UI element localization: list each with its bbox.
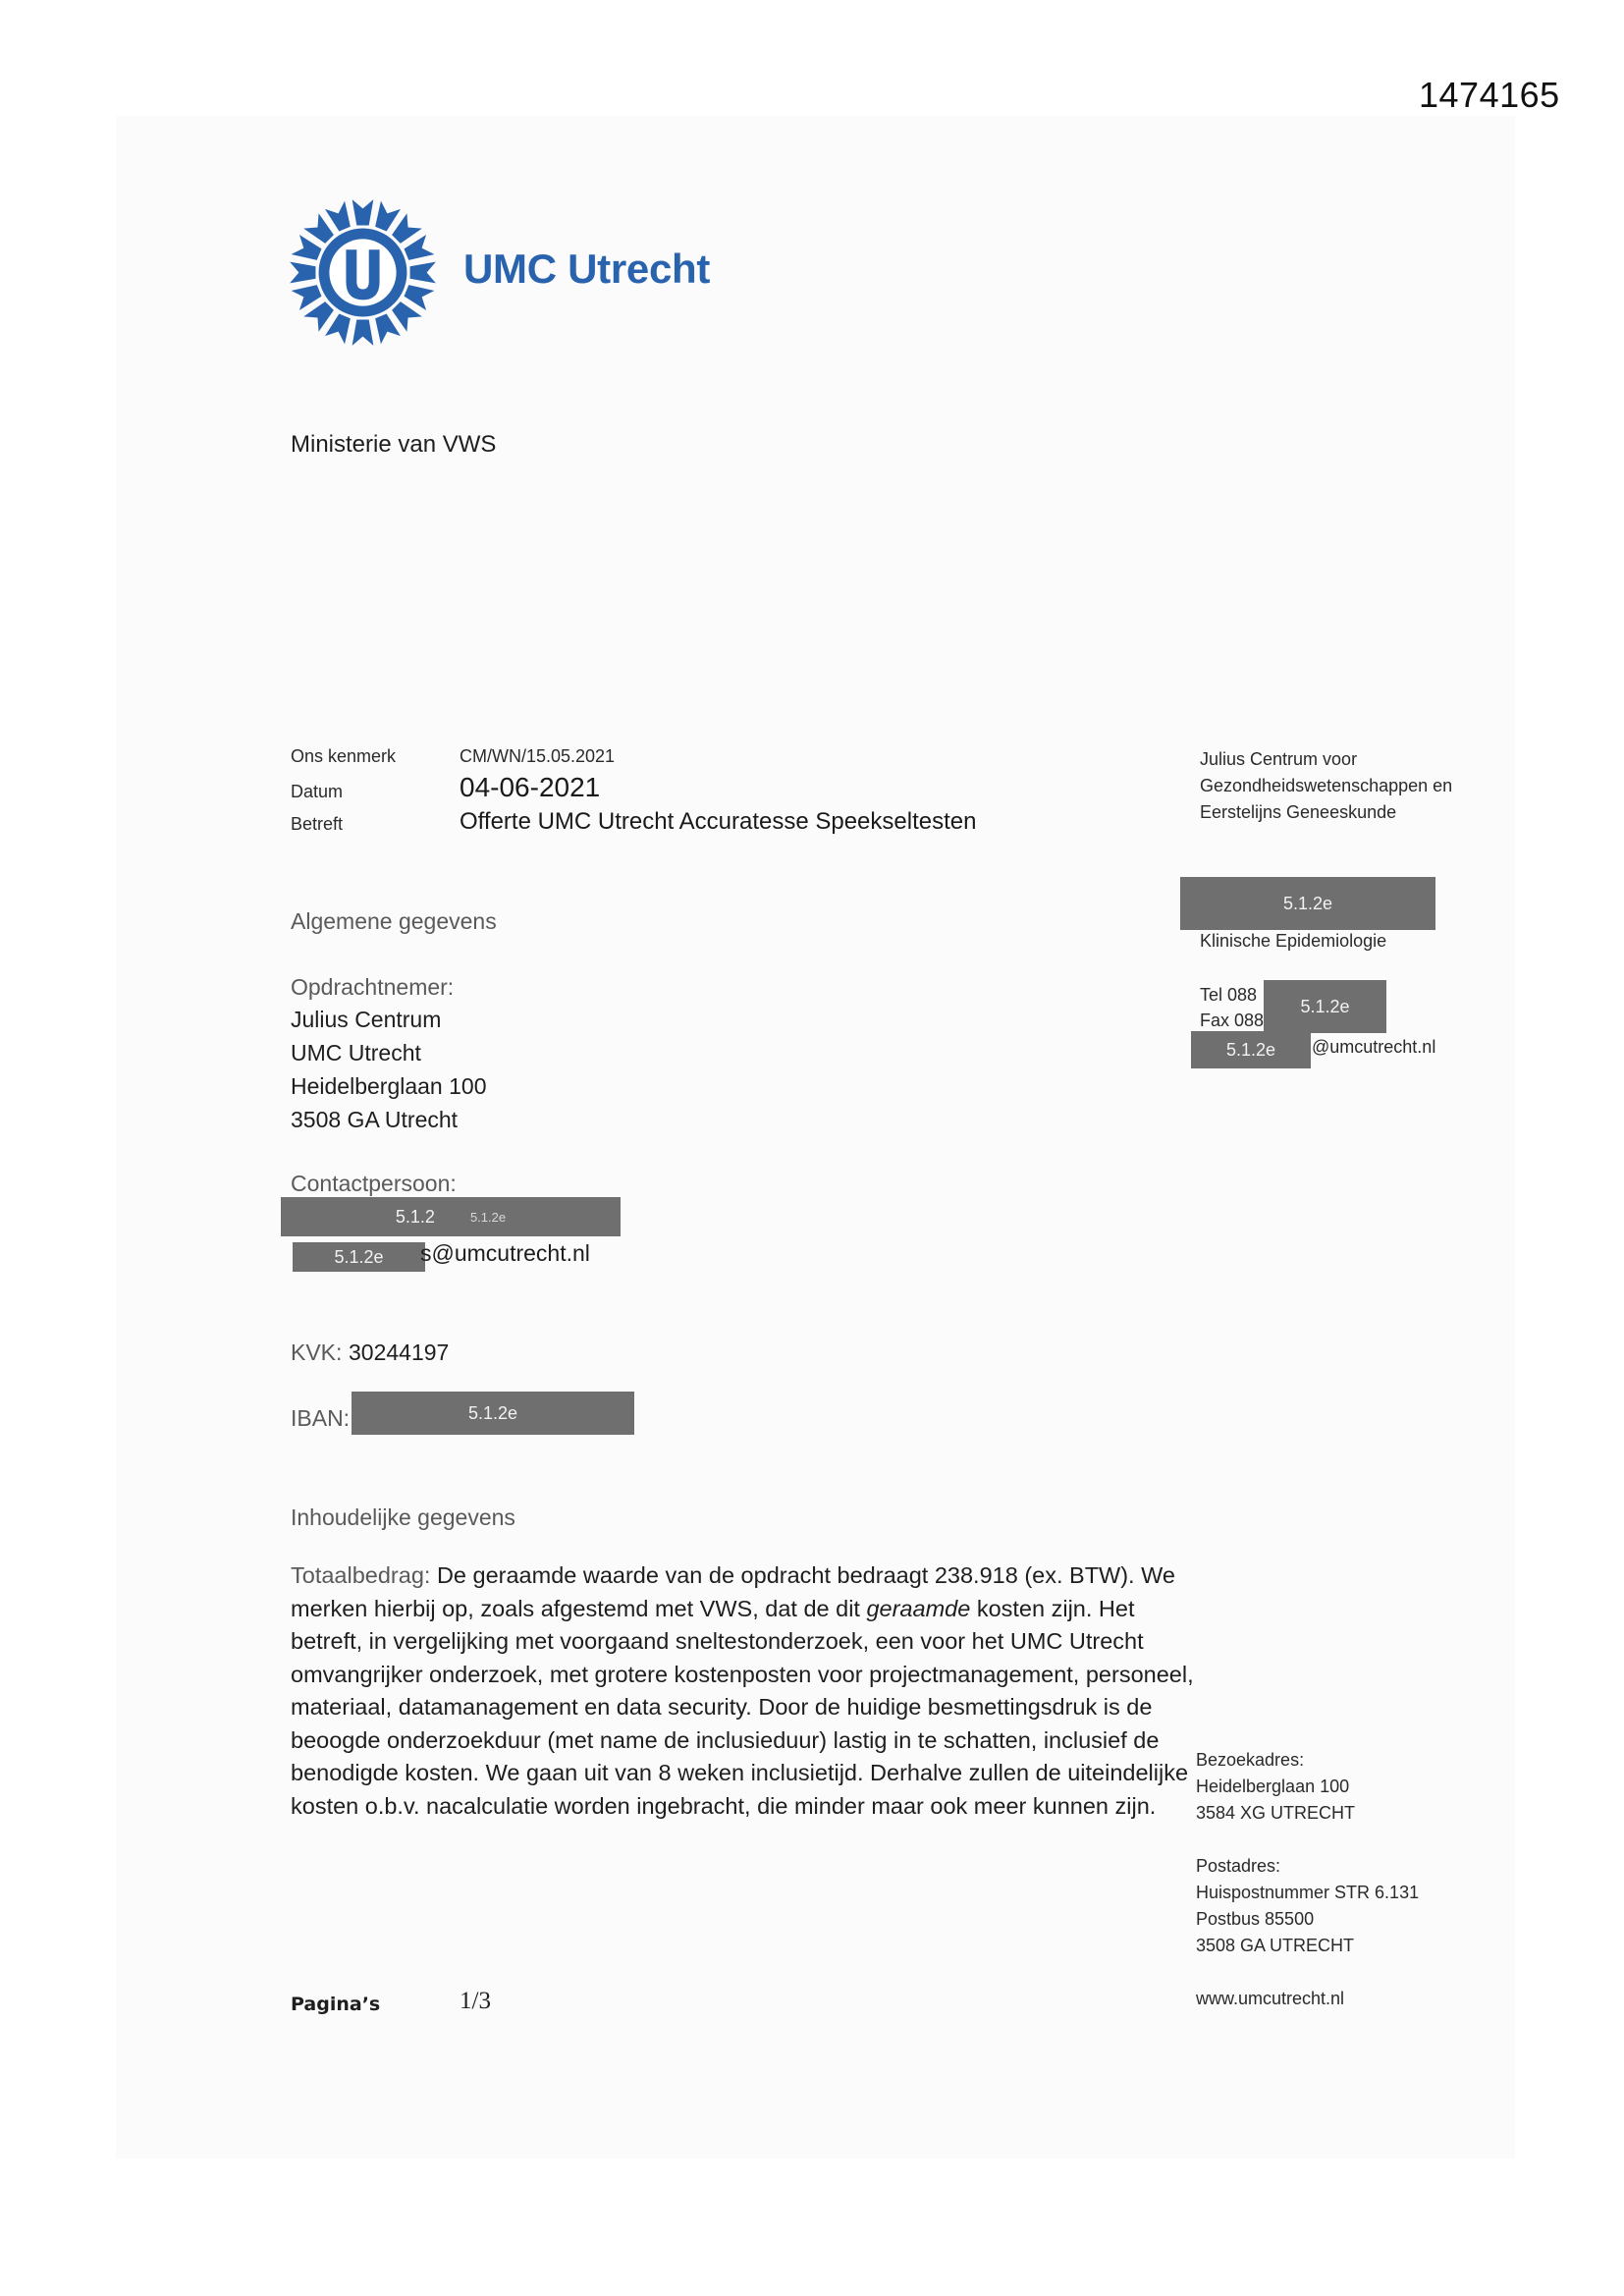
postadres-label: Postadres: <box>1196 1856 1281 1876</box>
bezoekadres-label: Bezoekadres: <box>1196 1750 1305 1770</box>
postadres-line-3: 3508 GA UTRECHT <box>1196 1936 1355 1955</box>
opdrachtnemer-line-3: Heidelberglaan 100 <box>291 1073 487 1099</box>
sidebar-email-suffix: @umcutrecht.nl <box>1312 1037 1436 1057</box>
sidebar-org-line-1: Julius Centrum voor <box>1200 749 1358 769</box>
opdrachtnemer-line-2: UMC Utrecht <box>291 1040 421 1066</box>
logo-wordmark: UMC Utrecht <box>463 246 711 292</box>
redaction-sidebar-phone: 5.1.2e <box>1264 980 1386 1033</box>
totaalbedrag-label: Totaalbedrag: <box>291 1562 431 1588</box>
datum-value: 04-06-2021 <box>460 772 601 802</box>
redaction-contact-name: 5.1.2 5.1.2e <box>281 1197 621 1236</box>
contactpersoon-label: Contactpersoon: <box>291 1171 457 1196</box>
sidebar-fax-label: Fax 088 <box>1200 1011 1265 1030</box>
pages-value: 1/3 <box>460 1988 491 2014</box>
redaction-iban: 5.1.2e <box>352 1392 634 1435</box>
addressee: Ministerie van VWS <box>291 431 497 458</box>
sidebar-org-line-2: Gezondheidswetenschappen en <box>1200 776 1453 795</box>
website-link[interactable]: www.umcutrecht.nl <box>1196 1989 1345 2008</box>
datum-label: Datum <box>291 782 344 801</box>
sidebar-org-line-3: Eerstelijns Geneeskunde <box>1200 802 1397 822</box>
opdrachtnemer-label: Opdrachtnemer: <box>291 974 455 1000</box>
ons-kenmerk-label: Ons kenmerk <box>291 746 397 766</box>
document-number: 1474165 <box>1419 75 1560 115</box>
postadres-line-2: Postbus 85500 <box>1196 1909 1315 1929</box>
opdrachtnemer-line-1: Julius Centrum <box>291 1007 442 1032</box>
bezoekadres-line-1: Heidelberglaan 100 <box>1196 1777 1350 1796</box>
kvk-label: KVK: <box>291 1339 343 1365</box>
redaction-contact-email: 5.1.2e <box>293 1242 425 1272</box>
contact-email-suffix: s@umcutrecht.nl <box>420 1240 590 1266</box>
umc-utrecht-logo-icon <box>287 196 439 349</box>
kvk-value: 30244197 <box>349 1339 450 1365</box>
sidebar-department: Klinische Epidemiologie <box>1200 931 1387 951</box>
page-sheet <box>116 116 1515 2159</box>
bezoekadres-line-2: 3584 XG UTRECHT <box>1196 1803 1356 1823</box>
betreft-label: Betreft <box>291 814 344 834</box>
totaalbedrag-emphasis: geraamde <box>866 1595 971 1621</box>
totaalbedrag-text-1: De geraamde waarde van de opdracht bedraagt 238.918 (ex. BTW). We merken hierbij op, zoals afgestemd met VWS, dat de dit <box>291 1562 1175 1621</box>
algemene-heading: Algemene gegevens <box>291 908 497 934</box>
inhoudelijke-heading: Inhoudelijke gegevens <box>291 1504 515 1530</box>
ons-kenmerk-value: CM/WN/15.05.2021 <box>460 746 616 766</box>
betreft-value: Offerte UMC Utrecht Accuratesse Speekseltesten <box>460 808 977 835</box>
redaction-sidebar-email: 5.1.2e <box>1191 1031 1311 1068</box>
pages-label: Pagina’s <box>291 1994 381 2015</box>
iban-label: IBAN: <box>291 1405 351 1431</box>
totaalbedrag-paragraph <box>291 1559 1194 1823</box>
redaction-sidebar-name: 5.1.2e <box>1180 877 1435 930</box>
opdrachtnemer-line-4: 3508 GA Utrecht <box>291 1107 459 1132</box>
postadres-line-1: Huispostnummer STR 6.131 <box>1196 1883 1420 1902</box>
sidebar-tel-label: Tel 088 <box>1200 985 1258 1005</box>
totaalbedrag-text-2: kosten zijn. Het betreft, in vergelijking met voorgaand sneltestonderzoek, een voor het UMC Utrecht omvangrijker onderzoek, met grotere kostenposten voor projectmanagement, personeel, materiaal, datamanagement en data security. Door de huidige besmettingsdruk is de beoogde onderzoekduur (met name de inclusieduur) lastig in te schatten, inclusief de benodigde kosten. We gaan uit van 8 weken inclusietijd. Derhalve zullen de uiteindelijke kosten o.b.v. nacalculatie worden ingebracht, die minder maar ook meer kunnen zijn. <box>291 1595 1194 1819</box>
